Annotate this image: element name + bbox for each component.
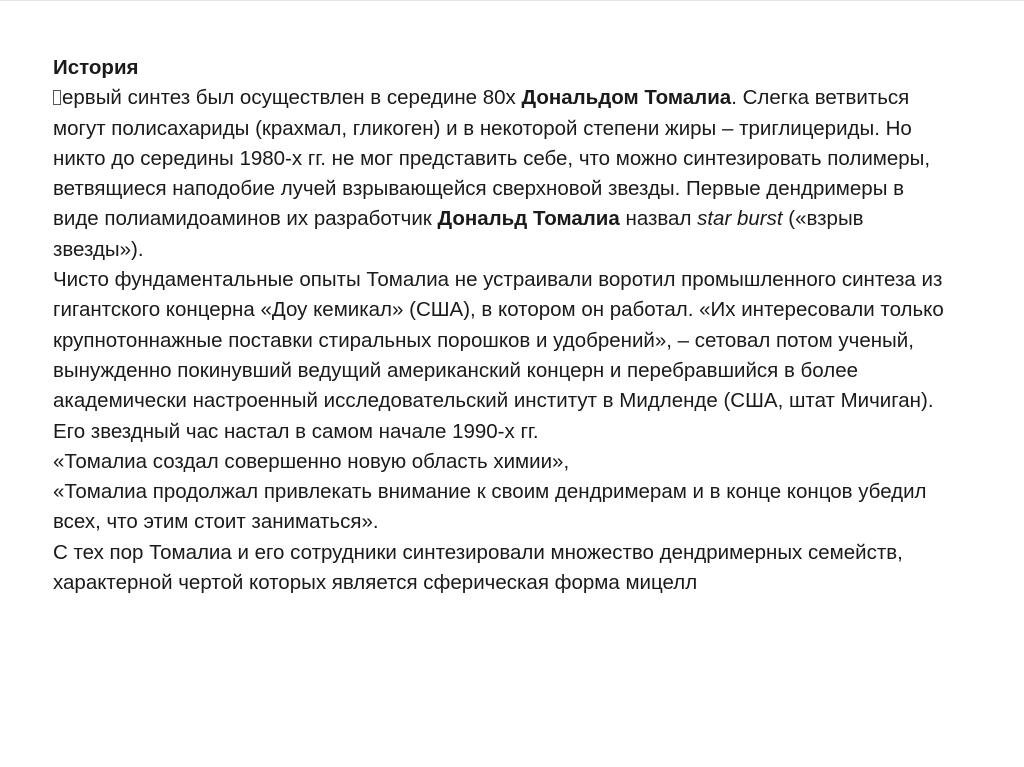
paragraph-dow-chemical: Чисто фундаментальные опыты Томалиа не устраивали воротил промышленного синтеза из гигантского концерна «Доу кемикал» (США), в котором он работал. «Их интересовали только крупнотоннажные поставки стиральных порошков и удобрений», – сетовал потом ученый, вынужденно покинувший ведущий американский концерн и перебравшийся в более академически настроенный исследовательский институт в Мидленде (США, штат Мичиган). Его звездный час настал в самом начале 1990-х гг.	[53, 268, 944, 443]
p1-term-italic: star burst	[697, 207, 783, 231]
p1-name-bold-1: Дональдом Томалиа	[521, 86, 732, 110]
missing-glyph-icon	[53, 90, 61, 105]
paragraph-quote-1: «Томалиа создал совершенно новую область химии»,	[53, 449, 570, 473]
paragraph-quote-2: «Томалиа продолжал привлекать внимание к своим дендримерам и в конце концов убедил всех, что этим стоит заниматься».	[53, 480, 927, 534]
p1-name-bold-2: Дональд Томалиа	[437, 207, 620, 231]
p1-text-c: . Слегка ветвиться могут полисахариды (крахмал, гликоген) и в некоторой степени жиры – триглицериды. Но никто до середины 1980-х гг. не мог представить себе, что можно синтезировать полимеры, ветвящиеся наподобие лучей взрывающейся сверхновой звезды. Первые дендримеры в виде полиамидоаминов их разработчик	[53, 86, 931, 231]
paragraph-conclusion: С тех пор Томалиа и его сотрудники синтезировали множество дендримерных семейств, характерной чертой которых является сферическая форма мицелл	[53, 540, 903, 595]
slide-title: История	[53, 56, 139, 79]
p1-text-e: («взрыв звезды»).	[53, 207, 864, 261]
p1-text-d: назвал	[619, 207, 698, 231]
slide-body	[53, 53, 953, 598]
p1-text-a: ервый синтез был осуществлен в середине 80х	[62, 86, 522, 110]
paragraph-history	[53, 83, 953, 265]
